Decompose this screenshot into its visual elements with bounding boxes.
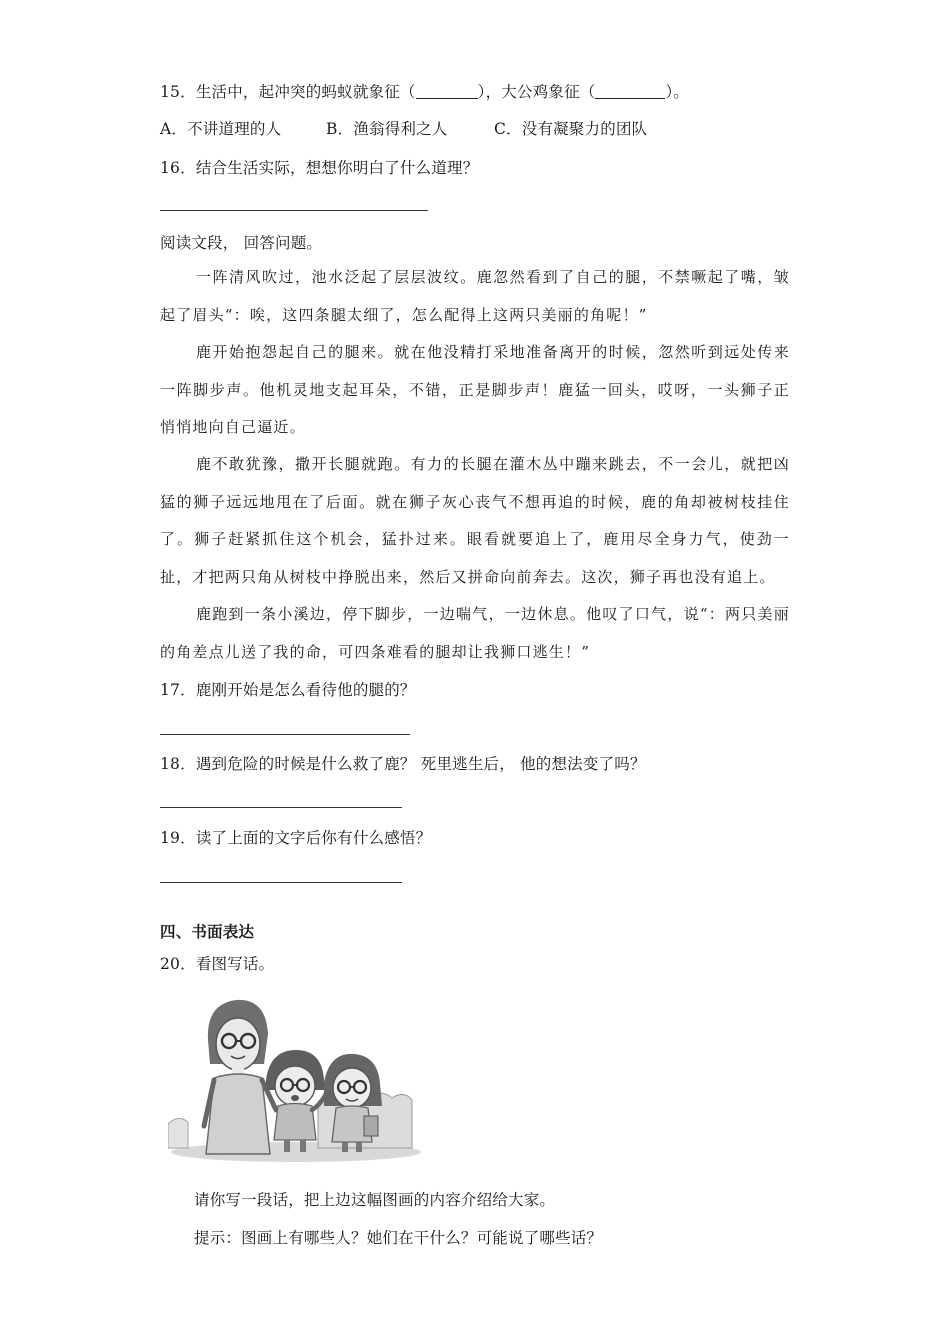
q19-answer-line[interactable]: [160, 882, 402, 883]
q15-text-part1: 15．生活中，起冲突的蚂蚁就象征（: [160, 83, 416, 101]
q17-answer-line[interactable]: [160, 734, 410, 735]
q15-option-c: C．没有凝聚力的团队: [494, 120, 648, 138]
q15-question: [160, 80, 689, 102]
q20-question: 20．看图写话。: [160, 955, 275, 973]
q18-answer-line[interactable]: [160, 807, 402, 808]
q15-answer-blank-2[interactable]: [595, 84, 665, 99]
q20-instruction: 请你写一段话，把上边这幅图画的内容介绍给大家。: [194, 1191, 556, 1209]
q17-question: 17．鹿刚开始是怎么看待他的腿的？: [160, 681, 416, 699]
q15-options: [160, 117, 647, 139]
q20-hint: 提示：图画上有哪些人？她们在干什么？可能说了哪些话？: [194, 1229, 603, 1247]
illustration-teacher-and-girls: [168, 994, 424, 1162]
q15-option-a: A．不讲道理的人: [160, 120, 282, 138]
passage-paragraph-2: 鹿开始抱怨起自己的腿来。就在他没精打采地准备离开的时候，忽然听到远处传来一阵脚步声。他机灵地支起耳朵，不错，正是脚步声！鹿猛一回头，哎呀，一头狮子正悄悄地向自己逼近。: [160, 343, 790, 436]
q15-answer-blank-1[interactable]: [416, 84, 478, 99]
reading-intro: 阅读文段， 回答问题。: [160, 234, 323, 252]
q16-answer-line[interactable]: [160, 210, 428, 211]
q15-option-b: B．渔翁得利之人: [326, 120, 448, 138]
q15-text-part2: ），大公鸡象征（: [477, 83, 596, 101]
q19-question: 19．读了上面的文字后你有什么感悟？: [160, 829, 432, 847]
q16-question: 16．结合生活实际，想想你明白了什么道理？: [160, 159, 479, 177]
passage-paragraph-3: 鹿不敢犹豫，撒开长腿就跑。有力的长腿在灌木丛中蹦来跳去，不一会儿，就把凶猛的狮子远远地甩在了后面。就在狮子灰心丧气不想再追的时候，鹿的角却被树枝挂住了。狮子赶紧抓住这个机会，猛扑过来。眼看就要追上了，鹿用尽全身力气，使劲一扯，才把两只角从树枝中挣脱出来，然后又拼命向前奔去。这次，狮子再也没有追上。: [160, 455, 790, 586]
q18-question: 18．遇到危险的时候是什么救了鹿？ 死里逃生后， 他的想法变了吗？: [160, 755, 646, 773]
section-heading: 四、书面表达: [160, 922, 255, 941]
passage-paragraph-4: 鹿跑到一条小溪边，停下脚步，一边喘气，一边休息。他叹了口气，说“：两只美丽的角差点儿送了我的命，可四条难看的腿却让我狮口逃生！”: [160, 605, 790, 661]
passage-paragraph-1: 一阵清风吹过，池水泛起了层层波纹。鹿忽然看到了自己的腿，不禁噘起了嘴，皱起了眉头“：唉，这四条腿太细了，怎么配得上这两只美丽的角呢！”: [160, 268, 790, 324]
q15-text-part3: ）。: [665, 83, 690, 101]
